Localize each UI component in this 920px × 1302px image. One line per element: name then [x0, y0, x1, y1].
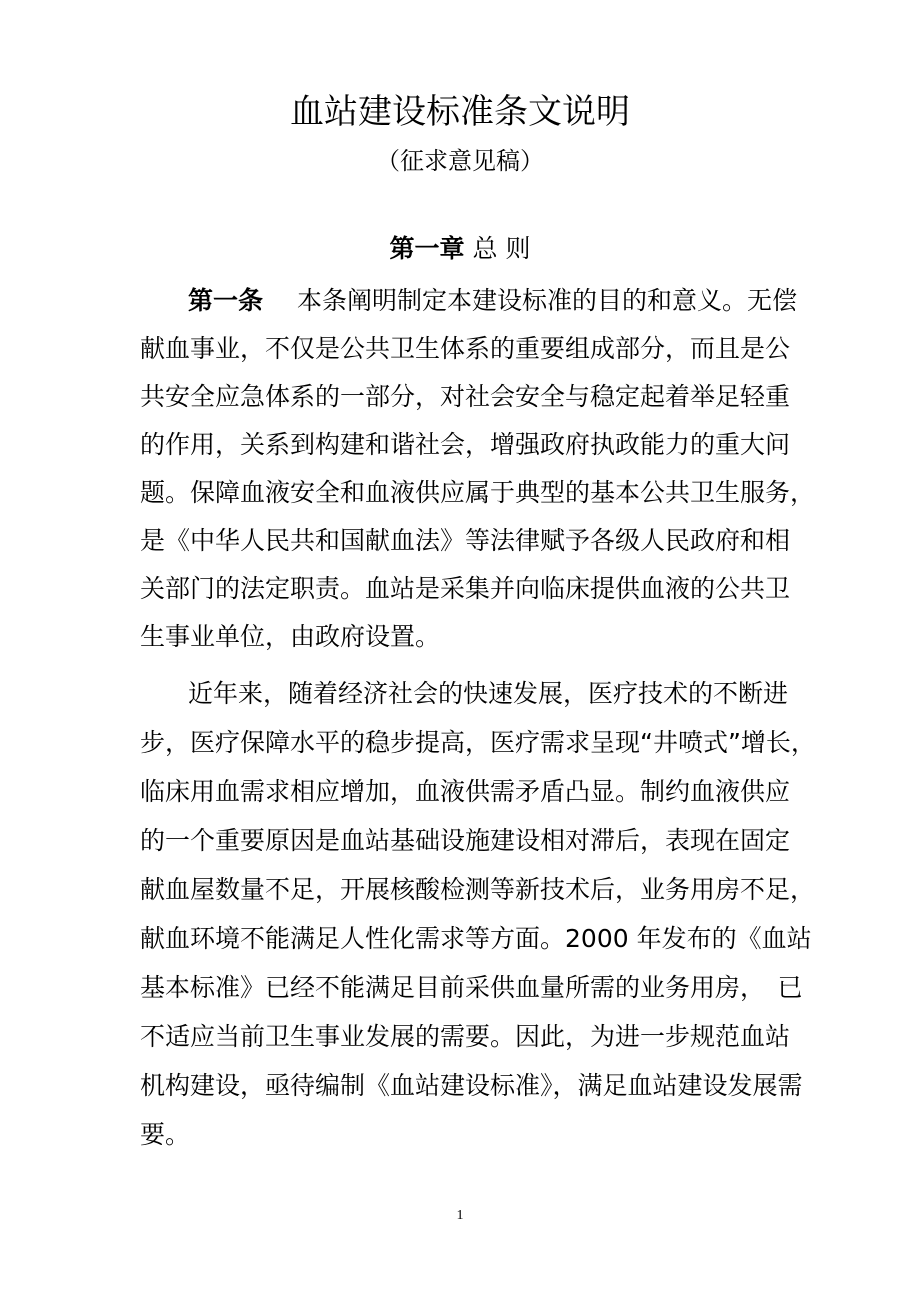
document-subtitle: （征求意见稿） — [376, 147, 544, 175]
paragraph-line: 步，医疗保障水平的稳步提高，医疗需求呈现“井喷式”增长， — [140, 728, 816, 757]
paragraph-line: 的一个重要原因是血站基础设施建设相对滞后，表现在固定 — [140, 826, 791, 855]
paragraph-line: 献血事业，不仅是公共卫生体系的重要组成部分，而且是公 — [140, 334, 791, 363]
paragraph-line — [188, 283, 797, 319]
paragraph-line: 题。保障血液安全和血液供应属于典型的基本公共卫生服务， — [140, 478, 816, 507]
paragraph-line: 生事业单位，由政府设置。 — [140, 622, 441, 651]
paragraph-line: 不适应当前卫生事业发展的需要。因此，为进一步规范血站 — [140, 1022, 791, 1051]
paragraph-line: 的作用，关系到构建和谐社会，增强政府执政能力的重大问 — [140, 430, 791, 459]
paragraph-line-text: 本条阐明制定本建设标准的目的和意义。无偿 — [297, 286, 798, 315]
paragraph-line: 共安全应急体系的一部分，对社会安全与稳定起着举足轻重 — [140, 382, 791, 411]
paragraph-line: 要。 — [140, 1120, 191, 1149]
paragraph-line: 机构建设，亟待编制《血站建设标准》，满足血站建设发展需 — [140, 1071, 803, 1100]
paragraph-line: 临床用血需求相应增加，血液供需矛盾凸显。制约血液供应 — [140, 777, 791, 806]
paragraph-line: 关部门的法定职责。血站是采集并向临床提供血液的公共卫 — [140, 574, 791, 603]
paragraph-line: 献血屋数量不足，开展核酸检测等新技术后，业务用房不足， — [140, 875, 816, 904]
paragraph-line: 近年来，随着经济社会的快速发展，医疗技术的不断进 — [188, 679, 789, 708]
page-number: 1 — [456, 1208, 464, 1223]
chapter-name: 总 则 — [472, 234, 531, 263]
paragraph-line: 基本标准》已经不能满足目前采供血量所需的业务用房， 已 — [140, 973, 803, 1002]
article-label: 第一条 — [188, 286, 264, 315]
paragraph-line: 献血环境不能满足人性化需求等方面。2000 年发布的《血站 — [140, 924, 812, 953]
paragraph-line: 是《中华人民共和国献血法》等法律赋予各级人民政府和相 — [140, 526, 791, 555]
document-title: 血站建设标准条文说明 — [290, 92, 630, 132]
chapter-heading — [0, 232, 920, 266]
chapter-number: 第一章 — [389, 234, 465, 263]
